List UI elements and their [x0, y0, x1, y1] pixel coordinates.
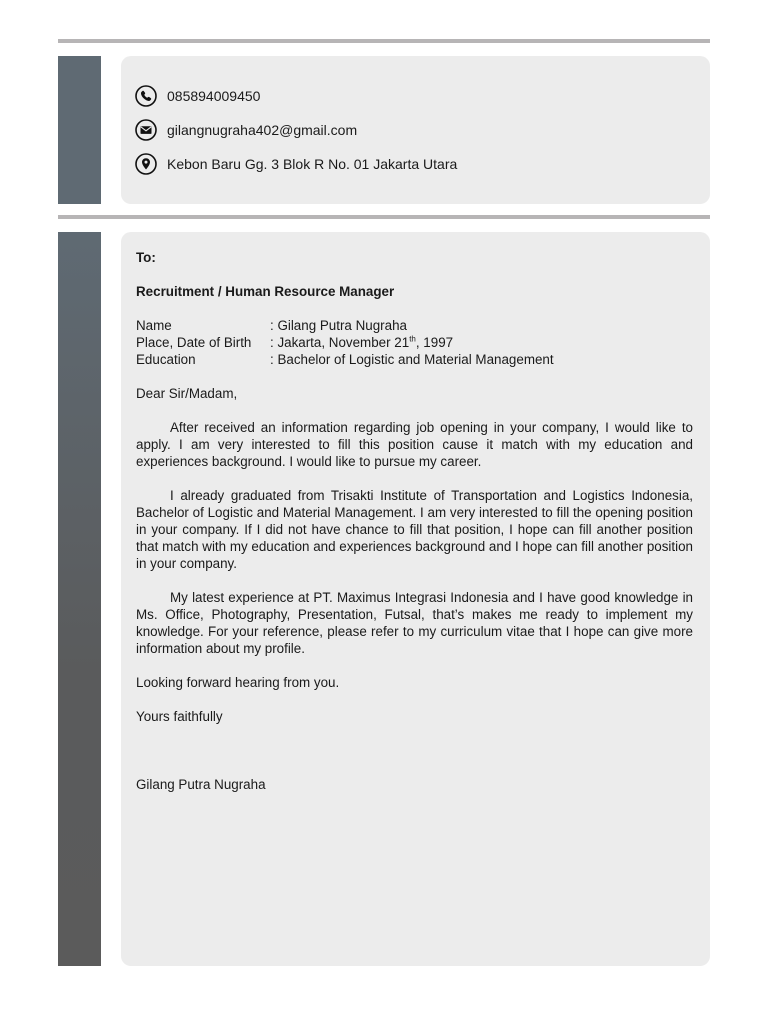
- contact-address-row: [135, 153, 457, 175]
- home-address: Kebon Baru Gg. 3 Blok R No. 01 Jakarta Utara: [167, 156, 458, 172]
- info-label: Name: [136, 318, 172, 333]
- location-pin-icon: [135, 153, 157, 175]
- letter-signoff: Yours faithfully: [136, 709, 223, 724]
- info-value: : Jakarta, November 21th, 1997: [270, 334, 454, 350]
- letter-paragraph: I already graduated from Trisakti Institute of Transportation and Logistics Indonesia, Bachelor of Logistic and Material Management. I am very interested to fill the opening position in your company. If I did not have chance to fill that position, I hope can fill another position that match with my education and experiences background and I hope can fill another position in your company.: [136, 488, 693, 571]
- contact-panel: [121, 56, 710, 204]
- phone-number: 085894009450: [167, 88, 261, 104]
- letter-panel: [121, 232, 710, 966]
- info-label: Education: [136, 352, 196, 367]
- letter-to: To:: [136, 250, 156, 265]
- letter-body: [136, 249, 693, 793]
- contact-accent-bar: [58, 56, 101, 204]
- phone-icon: [135, 85, 157, 107]
- letter-paragraph: My latest experience at PT. Maximus Integrasi Indonesia and I have good knowledge in Ms. Office, Photography, Presentation, Futsal, that’s makes me ready to implement my knowledge. For your reference, please refer to my curriculum vitae that I hope can give more information about my profile.: [136, 590, 693, 656]
- applicant-info: [136, 317, 693, 368]
- info-value: : Gilang Putra Nugraha: [270, 318, 407, 333]
- letter-paragraph: After received an information regarding job opening in your company, I would like to apply. I am very interested to fill this position cause it match with my education and experiences background. I would like to pursue my career.: [136, 420, 693, 469]
- info-row-birth: [136, 334, 693, 351]
- letter-signature: Gilang Putra Nugraha: [136, 777, 266, 792]
- email-address: gilangnugraha402@gmail.com: [167, 122, 358, 138]
- info-label: Place, Date of Birth: [136, 335, 252, 350]
- info-row-education: [136, 351, 693, 368]
- info-row-name: [136, 317, 693, 334]
- letter-recipient: Recruitment / Human Resource Manager: [136, 284, 395, 299]
- letter-closing: Looking forward hearing from you.: [136, 675, 340, 690]
- contact-email-row: [135, 119, 357, 141]
- top-divider: [58, 39, 710, 43]
- contact-phone-row: [135, 85, 260, 107]
- info-value: : Bachelor of Logistic and Material Management: [270, 352, 554, 367]
- letter-accent-bar: [58, 232, 101, 966]
- envelope-icon: [135, 119, 157, 141]
- letter-greeting: Dear Sir/Madam,: [136, 386, 238, 401]
- middle-divider: [58, 215, 710, 219]
